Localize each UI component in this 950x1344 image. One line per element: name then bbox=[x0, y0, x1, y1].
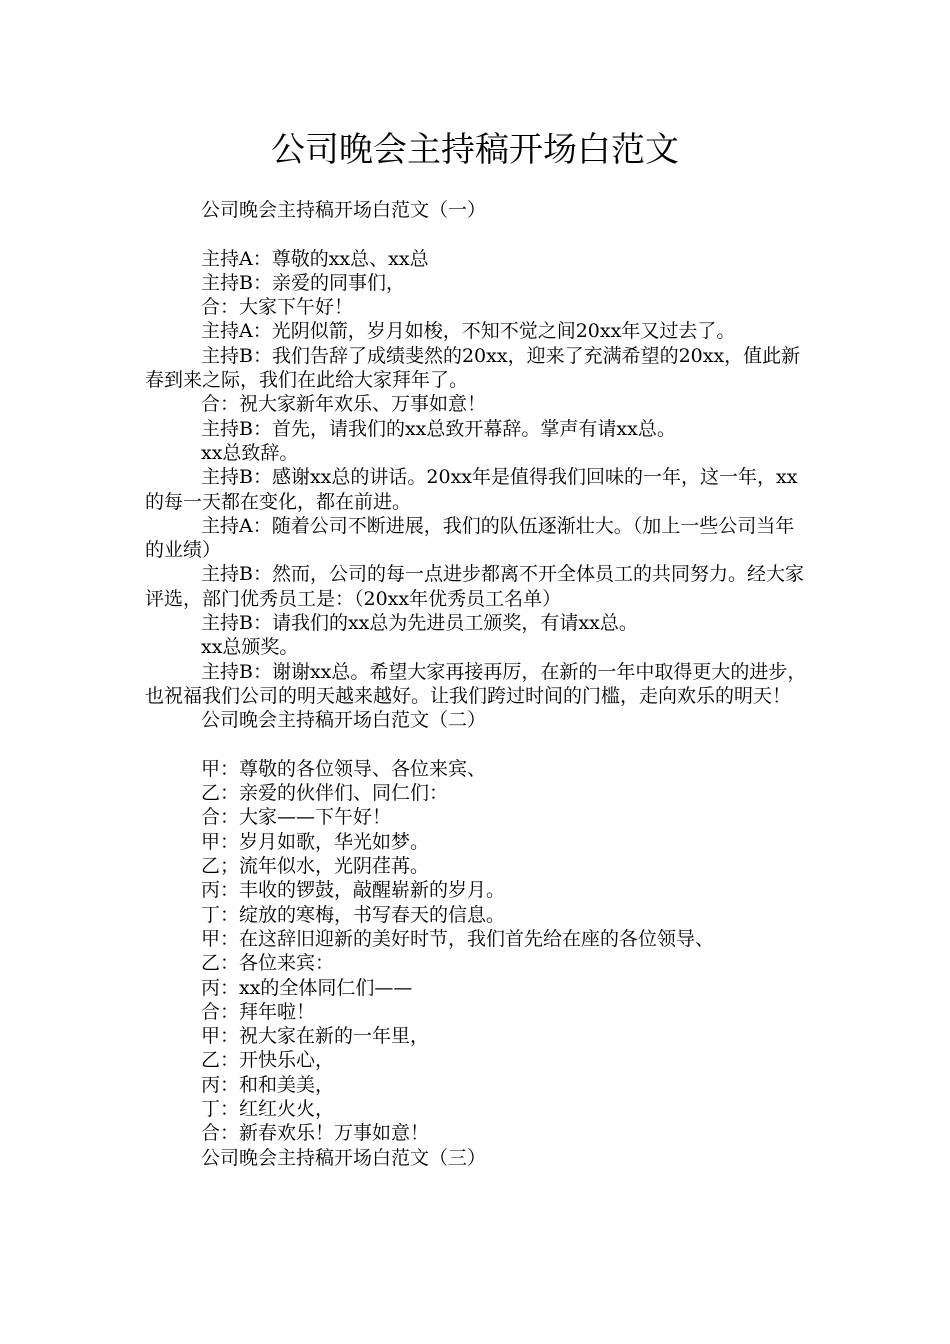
paragraph: 主持B：我们告辞了成绩斐然的20xx，迎来了充满希望的20xx，值此新春到来之际，我们在此给大家拜年了。 bbox=[145, 344, 801, 392]
paragraph: 主持B：然而，公司的每一点进步都离不开全体员工的共同努力。经大家评选，部门优秀员工是：（20xx年优秀员工名单） bbox=[145, 563, 804, 610]
paragraph: 乙：开快乐心， bbox=[201, 1049, 335, 1072]
paragraph: 丁：绽放的寒梅，书写春天的信息。 bbox=[201, 903, 506, 926]
paragraph: 主持A：光阴似箭，岁月如梭，不知不觉之间20xx年又过去了。 bbox=[201, 320, 736, 343]
paragraph: 主持B：首先，请我们的xx总致开幕辞。掌声有请xx总。 bbox=[201, 417, 676, 440]
paragraph: 合：大家下午好！ bbox=[201, 296, 354, 319]
paragraph: 主持A：尊敬的xx总、xx总 bbox=[201, 247, 429, 270]
document-title: 公司晚会主持稿开场白范文 bbox=[271, 130, 679, 170]
paragraph: 乙：各位来宾： bbox=[201, 952, 335, 975]
paragraph: 丁：红红火火， bbox=[201, 1097, 335, 1120]
paragraph: 丙：xx的全体同仁们—— bbox=[201, 976, 413, 999]
paragraph: 丙：和和美美， bbox=[201, 1073, 335, 1096]
paragraph: 乙：亲爱的伙伴们、同仁们： bbox=[201, 782, 449, 805]
section-heading: 公司晚会主持稿开场白范文（一） bbox=[201, 199, 487, 221]
paragraph: 主持B：亲爱的同事们， bbox=[201, 271, 405, 294]
paragraph: 合：拜年啦！ bbox=[201, 1000, 316, 1023]
blank-line bbox=[145, 222, 810, 246]
paragraph: 甲：岁月如歌，华光如梦。 bbox=[201, 830, 430, 853]
paragraph: 乙；流年似水，光阴荏苒。 bbox=[201, 855, 430, 878]
paragraph: 主持B：感谢xx总的讲话。20xx年是值得我们回味的一年，这一年，xx的每一天都在变化，都在前进。 bbox=[145, 466, 798, 513]
paragraph: 合：大家——下午好！ bbox=[201, 806, 392, 829]
paragraph: 主持A：随着公司不断进展，我们的队伍逐渐壮大。（加上一些公司当年的业绩） bbox=[145, 514, 795, 562]
paragraph: 甲：祝大家在新的一年里， bbox=[201, 1025, 430, 1048]
section-heading: 公司晚会主持稿开场白范文（二） bbox=[201, 709, 487, 732]
paragraph: 甲：在这辞旧迎新的美好时节，我们首先给在座的各位领导、 bbox=[201, 927, 715, 950]
paragraph: 主持B：谢谢xx总。希望大家再接再厉，在新的一年中取得更大的进步，也祝福我们公司的明天越来越好。让我们跨过时间的门槛，走向欢乐的明天！ bbox=[145, 660, 807, 707]
paragraph: xx总颁奖。 bbox=[201, 636, 299, 659]
paragraph: xx总致辞。 bbox=[201, 441, 299, 464]
paragraph: 合：新春欢乐！万事如意！ bbox=[201, 1122, 430, 1145]
paragraph: 主持B：请我们的xx总为先进员工颁奖，有请xx总。 bbox=[201, 612, 638, 635]
blank-line bbox=[145, 733, 810, 757]
section-heading: 公司晚会主持稿开场白范文（三） bbox=[201, 1146, 487, 1169]
document-body bbox=[145, 198, 810, 1170]
paragraph: 甲：尊敬的各位领导、各位来宾、 bbox=[201, 757, 487, 780]
paragraph: 丙：丰收的锣鼓，敲醒崭新的岁月。 bbox=[201, 879, 506, 902]
paragraph: 合：祝大家新年欢乐、万事如意！ bbox=[201, 393, 487, 416]
